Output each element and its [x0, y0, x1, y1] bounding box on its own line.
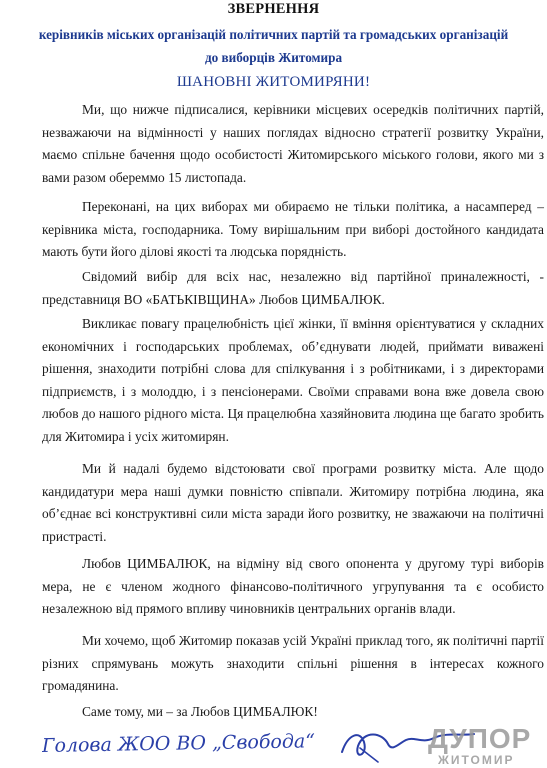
- salutation: ШАНОВНІ ЖИТОМИРЯНИ!: [176, 74, 371, 90]
- paragraph-4: Викликає повагу працелюбність цієї жінки, її вміння орієнтуватися у складних економічних і господарських проблемах, об’єднувати людей, приймати виважені рішення, знаходити потрібні слова для спілкування і з робітниками, і з директорами підприємств, і з молоддю, і з пенсіонерами. Своїми справами вона вже довела свою любов до нашого рідного міста. Ця працелюбна хазяйновита людина ще багато зробить для Житомира і усіх житомирян.: [42, 316, 544, 444]
- stamp-line-2: ЖИТОМИР: [438, 753, 515, 767]
- document-title: ЗВЕРНЕННЯ: [227, 1, 320, 17]
- paragraph-5: Ми й надалі будемо відстоювати свої програми розвитку міста. Але щодо кандидатури мера наші думки повністю співпали. Житомиру потрібна людина, яка об’єднає всі конструктивні сили міста заради його розвитку, не зважаючи на політичні пристрасті.: [42, 461, 544, 544]
- paragraph-3: Свідомий вибір для всіх нас, незалежно від партійної приналежності, - представниця ВО «БАТЬКІВЩИНА» Любов ЦИМБАЛЮК.: [42, 269, 544, 307]
- paragraph-1: Ми, що нижче підписалися, керівники місцевих осередків політичних партій, незважаючи на відмінності у наших поглядах відносно стратегії розвитку України, маємо спільне бачення щодо особистості Житомирського міського голови, якого ми з вами разом обереммо 15 листопада.: [42, 102, 544, 185]
- paragraph-7: Ми хочемо, щоб Житомир показав усій Україні приклад того, як політичні партії різних спрямувань можуть знаходити спільні рішення в інтересах кожного громадянина.: [42, 633, 544, 694]
- paragraph-8-closing: Саме тому, ми – за Любов ЦИМБАЛЮК!: [82, 704, 318, 719]
- document-subtitle-line-2: до виборців Житомира: [204, 50, 343, 65]
- stamp-line-1: ДУПОР: [428, 723, 532, 754]
- stamp-watermark: [380, 718, 547, 768]
- document-subtitle-line-1: керівників міських організацій політичних партій та громадських організацій: [38, 27, 509, 42]
- signature-text: Голова ЖОО ВО „Свобода“: [42, 730, 316, 757]
- paragraph-6: Любов ЦИМБАЛЮК, на відміну від свого опонента у другому турі виборів мера, не є членом жодного фінансово-політичного угрупування та є особисто незалежною від прямого впливу чиновників центральних органів влади.: [42, 556, 544, 617]
- paragraph-2: Переконані, на цих виборах ми обираємо не тільки політика, а насамперед – керівника міста, господарника. Тому вирішальним при виборі достойного кандидата мають бути його ділові якості та людська порядність.: [42, 199, 544, 260]
